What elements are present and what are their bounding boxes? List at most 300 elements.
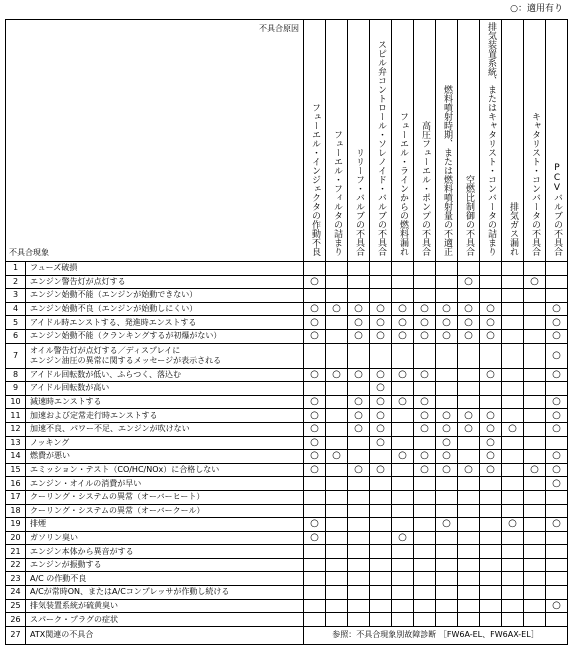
cause-column-header xyxy=(304,20,326,262)
empty-cell xyxy=(502,531,524,545)
applicable-mark: ○ xyxy=(370,463,392,477)
table-row xyxy=(6,518,568,532)
empty-cell xyxy=(436,275,458,289)
empty-cell xyxy=(326,436,348,450)
symptom-label: クーリング・システムの異常（オーバークール） xyxy=(26,504,304,518)
empty-cell xyxy=(524,572,546,586)
empty-cell xyxy=(480,558,502,572)
applicable-mark: ○ xyxy=(546,409,568,423)
empty-cell xyxy=(304,477,326,491)
empty-cell xyxy=(458,477,480,491)
empty-cell xyxy=(304,289,326,303)
empty-cell xyxy=(436,262,458,276)
empty-cell xyxy=(392,262,414,276)
table-row xyxy=(6,382,568,396)
empty-cell xyxy=(546,289,568,303)
cause-column-header xyxy=(546,20,568,262)
empty-cell xyxy=(546,504,568,518)
applicable-mark: ○ xyxy=(546,343,568,368)
empty-cell xyxy=(458,572,480,586)
empty-cell xyxy=(524,599,546,613)
empty-cell xyxy=(524,409,546,423)
applicable-mark: ○ xyxy=(370,409,392,423)
empty-cell xyxy=(524,289,546,303)
row-number: 24 xyxy=(6,586,26,600)
empty-cell xyxy=(392,463,414,477)
row-number: 5 xyxy=(6,316,26,330)
empty-cell xyxy=(436,504,458,518)
corner-cell xyxy=(6,20,304,262)
applicable-mark: ○ xyxy=(480,329,502,343)
empty-cell xyxy=(546,558,568,572)
empty-cell xyxy=(414,289,436,303)
empty-cell xyxy=(370,343,392,368)
empty-cell xyxy=(414,343,436,368)
cause-label: スピル弁コントロール・ソレノイド・バルブの不具合 xyxy=(376,40,386,256)
table-row xyxy=(6,599,568,613)
empty-cell xyxy=(480,262,502,276)
table-row xyxy=(6,289,568,303)
applicable-mark: ○ xyxy=(326,302,348,316)
empty-cell xyxy=(480,572,502,586)
empty-cell xyxy=(392,599,414,613)
empty-cell xyxy=(436,586,458,600)
empty-cell xyxy=(414,518,436,532)
empty-cell xyxy=(326,262,348,276)
applicable-mark: ○ xyxy=(304,275,326,289)
empty-cell xyxy=(348,477,370,491)
symptom-label: ノッキング xyxy=(26,436,304,450)
empty-cell xyxy=(436,490,458,504)
empty-cell xyxy=(524,518,546,532)
table-row xyxy=(6,368,568,382)
symptom-label: アイドル回転数が高い xyxy=(26,382,304,396)
empty-cell xyxy=(348,613,370,627)
empty-cell xyxy=(348,490,370,504)
applicable-mark: ○ xyxy=(414,329,436,343)
table-row xyxy=(6,302,568,316)
empty-cell xyxy=(348,275,370,289)
symptom-label: アイドル回転数が低い、ふらつく、落込む xyxy=(26,368,304,382)
applicable-mark: ○ xyxy=(304,329,326,343)
empty-cell xyxy=(458,436,480,450)
row-number: 1 xyxy=(6,262,26,276)
empty-cell xyxy=(370,545,392,559)
empty-cell xyxy=(524,504,546,518)
empty-cell xyxy=(348,504,370,518)
empty-cell xyxy=(458,599,480,613)
table-row xyxy=(6,275,568,289)
empty-cell xyxy=(524,302,546,316)
empty-cell xyxy=(326,613,348,627)
row-number: 11 xyxy=(6,409,26,423)
empty-cell xyxy=(458,613,480,627)
cause-column-header xyxy=(524,20,546,262)
cause-column-header xyxy=(436,20,458,262)
symptom-label: 排煙 xyxy=(26,518,304,532)
applicable-mark: ○ xyxy=(370,395,392,409)
empty-cell xyxy=(502,409,524,423)
empty-cell xyxy=(392,586,414,600)
empty-cell xyxy=(348,545,370,559)
empty-cell xyxy=(436,613,458,627)
applicable-mark: ○ xyxy=(414,368,436,382)
applicable-mark: ○ xyxy=(546,422,568,436)
empty-cell xyxy=(392,343,414,368)
empty-cell xyxy=(370,450,392,464)
empty-cell xyxy=(392,558,414,572)
applicable-mark: ○ xyxy=(348,409,370,423)
empty-cell xyxy=(480,289,502,303)
symptom-label: エンジン本体から異音がする xyxy=(26,545,304,559)
row-number: 2 xyxy=(6,275,26,289)
empty-cell xyxy=(546,531,568,545)
empty-cell xyxy=(546,382,568,396)
row-number: 6 xyxy=(6,329,26,343)
empty-cell xyxy=(348,382,370,396)
table-row xyxy=(6,545,568,559)
empty-cell xyxy=(502,572,524,586)
empty-cell xyxy=(458,382,480,396)
applicable-mark: ○ xyxy=(370,422,392,436)
applicable-mark: ○ xyxy=(392,316,414,330)
symptom-header: 不具合現象 xyxy=(9,248,49,257)
table-row xyxy=(6,343,568,368)
table-row xyxy=(6,504,568,518)
empty-cell xyxy=(370,586,392,600)
symptom-label: 減速時エンストする xyxy=(26,395,304,409)
applicable-mark: ○ xyxy=(480,463,502,477)
table-row xyxy=(6,477,568,491)
symptom-label: フューズ破損 xyxy=(26,262,304,276)
empty-cell xyxy=(326,289,348,303)
empty-cell xyxy=(480,545,502,559)
empty-cell xyxy=(480,531,502,545)
cause-label: フューエル・ラインからの燃料漏れ xyxy=(398,112,408,256)
row-number: 26 xyxy=(6,613,26,627)
empty-cell xyxy=(480,477,502,491)
applicable-mark: ○ xyxy=(348,368,370,382)
applicable-mark: ○ xyxy=(414,422,436,436)
row-number: 23 xyxy=(6,572,26,586)
empty-cell xyxy=(502,477,524,491)
empty-cell xyxy=(524,395,546,409)
empty-cell xyxy=(392,422,414,436)
cause-label: 燃料噴射時期、または燃料噴射量の不適正 xyxy=(442,85,452,256)
empty-cell xyxy=(502,436,524,450)
empty-cell xyxy=(436,343,458,368)
applicable-mark: ○ xyxy=(436,450,458,464)
table-row xyxy=(6,450,568,464)
empty-cell xyxy=(546,262,568,276)
applicable-mark: ○ xyxy=(304,531,326,545)
applicable-mark: ○ xyxy=(524,275,546,289)
empty-cell xyxy=(326,504,348,518)
cause-label: キャタリスト・コンバータの不具合 xyxy=(530,112,540,256)
empty-cell xyxy=(348,531,370,545)
empty-cell xyxy=(458,504,480,518)
empty-cell xyxy=(458,490,480,504)
empty-cell xyxy=(326,599,348,613)
empty-cell xyxy=(392,477,414,491)
empty-cell xyxy=(502,382,524,396)
empty-cell xyxy=(502,613,524,627)
table-row xyxy=(6,558,568,572)
empty-cell xyxy=(502,368,524,382)
applicable-mark: ○ xyxy=(392,329,414,343)
symptom-label: エンジン・オイルの消費が早い xyxy=(26,477,304,491)
symptom-label: オイル警告灯が点灯する／ディスプレイに エンジン油圧の異常に関するメッセージが表示される xyxy=(26,343,304,368)
symptom-label: クーリング・システムの異常（オーバーヒート） xyxy=(26,490,304,504)
table-row xyxy=(6,395,568,409)
empty-cell xyxy=(480,518,502,532)
empty-cell xyxy=(304,504,326,518)
empty-cell xyxy=(436,382,458,396)
row-number: 27 xyxy=(6,626,26,644)
empty-cell xyxy=(436,599,458,613)
empty-cell xyxy=(326,558,348,572)
legend: ○：適用有り xyxy=(510,4,563,14)
applicable-mark: ○ xyxy=(348,329,370,343)
applicable-mark: ○ xyxy=(348,463,370,477)
empty-cell xyxy=(348,450,370,464)
cause-label: フューエル・フィルタの詰まり xyxy=(332,130,342,256)
applicable-mark: ○ xyxy=(480,316,502,330)
row-number: 10 xyxy=(6,395,26,409)
empty-cell xyxy=(524,613,546,627)
table-row xyxy=(6,262,568,276)
table-row xyxy=(6,329,568,343)
symptom-label: エンジン始動不能（エンジンが始動できない） xyxy=(26,289,304,303)
empty-cell xyxy=(370,490,392,504)
empty-cell xyxy=(502,289,524,303)
applicable-mark: ○ xyxy=(480,409,502,423)
empty-cell xyxy=(414,436,436,450)
applicable-mark: ○ xyxy=(546,316,568,330)
row-number: 9 xyxy=(6,382,26,396)
empty-cell xyxy=(326,545,348,559)
symptom-label: A/C の作動不良 xyxy=(26,572,304,586)
row-number: 18 xyxy=(6,504,26,518)
empty-cell xyxy=(326,422,348,436)
row-number: 19 xyxy=(6,518,26,532)
applicable-mark: ○ xyxy=(546,599,568,613)
applicable-mark: ○ xyxy=(546,368,568,382)
empty-cell xyxy=(458,395,480,409)
applicable-mark: ○ xyxy=(436,463,458,477)
empty-cell xyxy=(326,518,348,532)
applicable-mark: ○ xyxy=(370,368,392,382)
applicable-mark: ○ xyxy=(304,518,326,532)
row-number: 21 xyxy=(6,545,26,559)
row-number: 3 xyxy=(6,289,26,303)
applicable-mark: ○ xyxy=(458,463,480,477)
empty-cell xyxy=(524,262,546,276)
empty-cell xyxy=(480,490,502,504)
empty-cell xyxy=(326,329,348,343)
empty-cell xyxy=(414,572,436,586)
symptom-label: エンジン警告灯が点灯する xyxy=(26,275,304,289)
empty-cell xyxy=(414,558,436,572)
empty-cell xyxy=(436,289,458,303)
empty-cell xyxy=(458,518,480,532)
row-number: 22 xyxy=(6,558,26,572)
applicable-mark: ○ xyxy=(458,302,480,316)
empty-cell xyxy=(392,275,414,289)
applicable-mark: ○ xyxy=(392,450,414,464)
cause-column-header xyxy=(392,20,414,262)
empty-cell xyxy=(326,531,348,545)
applicable-mark: ○ xyxy=(304,422,326,436)
applicable-mark: ○ xyxy=(348,395,370,409)
symptom-label: アイドル時エンストする、発進時エンストする xyxy=(26,316,304,330)
applicable-mark: ○ xyxy=(480,450,502,464)
empty-cell xyxy=(458,262,480,276)
table-row xyxy=(6,463,568,477)
empty-cell xyxy=(414,545,436,559)
applicable-mark: ○ xyxy=(436,422,458,436)
cause-label: フューエル・インジェクタの作動不良 xyxy=(310,103,320,256)
applicable-mark: ○ xyxy=(480,422,502,436)
applicable-mark: ○ xyxy=(480,368,502,382)
applicable-mark: ○ xyxy=(370,316,392,330)
applicable-mark: ○ xyxy=(304,450,326,464)
empty-cell xyxy=(458,531,480,545)
empty-cell xyxy=(392,382,414,396)
row-number: 13 xyxy=(6,436,26,450)
empty-cell xyxy=(480,343,502,368)
empty-cell xyxy=(524,558,546,572)
reference-note: 参照：不具合現象別故障診断 ［FW6A-EL、FW6AX-EL］ xyxy=(304,626,568,644)
empty-cell xyxy=(326,477,348,491)
empty-cell xyxy=(480,599,502,613)
empty-cell xyxy=(502,395,524,409)
applicable-mark: ○ xyxy=(304,302,326,316)
applicable-mark: ○ xyxy=(546,395,568,409)
empty-cell xyxy=(370,504,392,518)
applicable-mark: ○ xyxy=(370,329,392,343)
empty-cell xyxy=(524,490,546,504)
table-row xyxy=(6,422,568,436)
empty-cell xyxy=(458,343,480,368)
empty-cell xyxy=(502,450,524,464)
applicable-mark: ○ xyxy=(370,302,392,316)
empty-cell xyxy=(480,613,502,627)
empty-cell xyxy=(370,275,392,289)
empty-cell xyxy=(458,558,480,572)
applicable-mark: ○ xyxy=(326,368,348,382)
empty-cell xyxy=(524,329,546,343)
empty-cell xyxy=(502,586,524,600)
symptom-label: ATX関連の不具合 xyxy=(26,626,304,644)
symptom-rows xyxy=(6,262,568,645)
applicable-mark: ○ xyxy=(502,422,524,436)
applicable-mark: ○ xyxy=(546,450,568,464)
applicable-mark: ○ xyxy=(414,450,436,464)
empty-cell xyxy=(524,382,546,396)
empty-cell xyxy=(414,613,436,627)
empty-cell xyxy=(524,477,546,491)
applicable-mark: ○ xyxy=(546,302,568,316)
empty-cell xyxy=(348,518,370,532)
empty-cell xyxy=(524,343,546,368)
applicable-mark: ○ xyxy=(370,382,392,396)
applicable-mark: ○ xyxy=(392,395,414,409)
empty-cell xyxy=(480,504,502,518)
empty-cell xyxy=(348,343,370,368)
empty-cell xyxy=(370,289,392,303)
cause-column-header xyxy=(502,20,524,262)
empty-cell xyxy=(546,586,568,600)
table-row xyxy=(6,586,568,600)
empty-cell xyxy=(304,586,326,600)
cause-column-header xyxy=(348,20,370,262)
empty-cell xyxy=(480,395,502,409)
row-number: 20 xyxy=(6,531,26,545)
table-row xyxy=(6,531,568,545)
empty-cell xyxy=(326,490,348,504)
empty-cell xyxy=(392,409,414,423)
empty-cell xyxy=(348,572,370,586)
empty-cell xyxy=(370,613,392,627)
row-number: 17 xyxy=(6,490,26,504)
empty-cell xyxy=(348,262,370,276)
applicable-mark: ○ xyxy=(304,436,326,450)
cause-column-header xyxy=(370,20,392,262)
empty-cell xyxy=(304,599,326,613)
symptom-label: 加速および定常走行時エンストする xyxy=(26,409,304,423)
empty-cell xyxy=(458,450,480,464)
empty-cell xyxy=(304,262,326,276)
empty-cell xyxy=(414,477,436,491)
empty-cell xyxy=(348,289,370,303)
empty-cell xyxy=(480,586,502,600)
table-row xyxy=(6,409,568,423)
empty-cell xyxy=(370,599,392,613)
applicable-mark: ○ xyxy=(458,422,480,436)
empty-cell xyxy=(502,504,524,518)
empty-cell xyxy=(480,382,502,396)
applicable-mark: ○ xyxy=(458,409,480,423)
empty-cell xyxy=(326,409,348,423)
applicable-mark: ○ xyxy=(546,518,568,532)
empty-cell xyxy=(326,275,348,289)
cause-column-header xyxy=(414,20,436,262)
cause-label: 排気ガス漏れ xyxy=(508,202,518,256)
empty-cell xyxy=(326,316,348,330)
empty-cell xyxy=(480,275,502,289)
applicable-mark: ○ xyxy=(392,368,414,382)
empty-cell xyxy=(392,572,414,586)
empty-cell xyxy=(304,343,326,368)
applicable-mark: ○ xyxy=(348,422,370,436)
table-row xyxy=(6,490,568,504)
empty-cell xyxy=(304,613,326,627)
empty-cell xyxy=(370,262,392,276)
cause-label: 高圧フューエル・ポンプの不具合 xyxy=(420,121,430,256)
symptom-label: 加速不良、パワー不足、エンジンが吹けない xyxy=(26,422,304,436)
empty-cell xyxy=(524,422,546,436)
empty-cell xyxy=(546,545,568,559)
empty-cell xyxy=(436,477,458,491)
empty-cell xyxy=(326,463,348,477)
empty-cell xyxy=(546,613,568,627)
empty-cell xyxy=(304,382,326,396)
applicable-mark: ○ xyxy=(414,302,436,316)
empty-cell xyxy=(304,490,326,504)
empty-cell xyxy=(524,531,546,545)
row-number: 8 xyxy=(6,368,26,382)
